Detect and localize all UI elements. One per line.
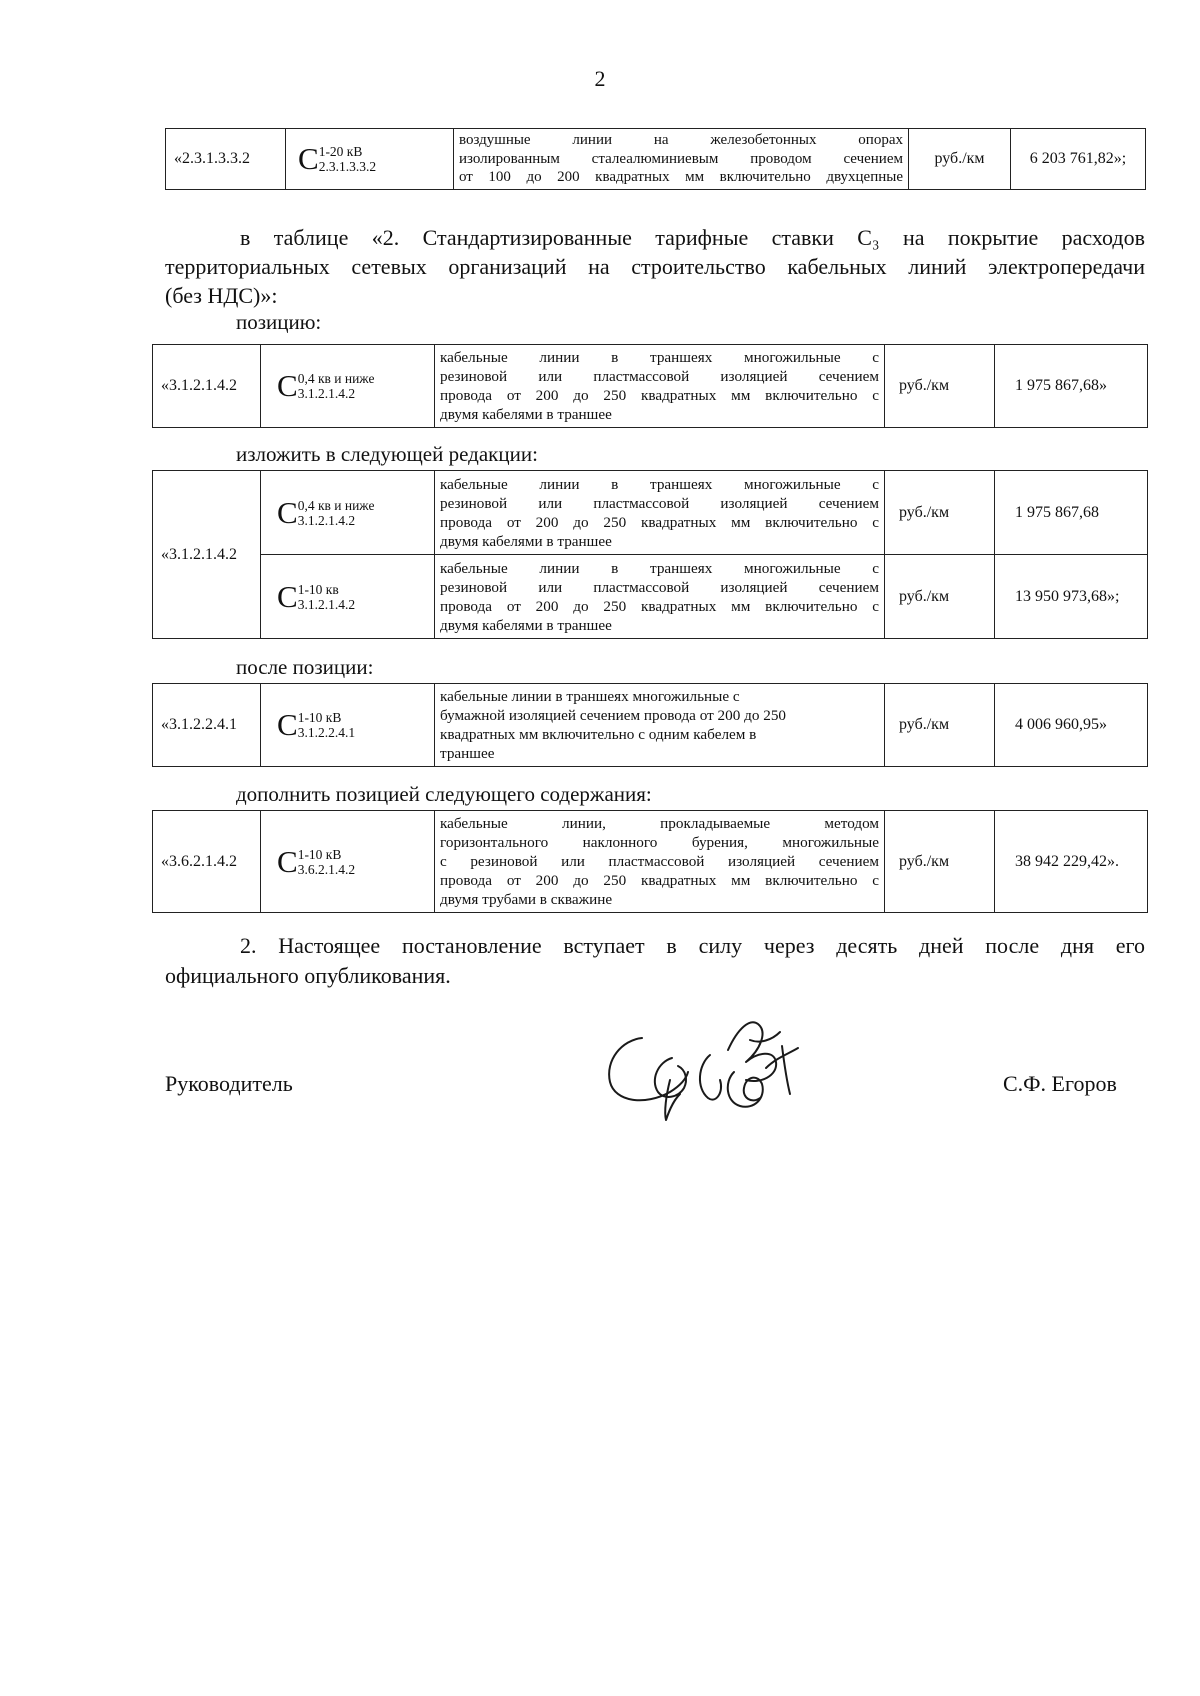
rate-symbol: C 1-20 кВ 2.3.1.3.3.2 [286, 129, 454, 190]
symbol-voltage: 0,4 кв и ниже [297, 371, 375, 386]
rate-value: 6 203 761,82»; [1011, 129, 1146, 190]
table-row [166, 129, 1146, 190]
intro-line-3: (без НДС)»: [165, 283, 278, 308]
intro-line-2: территориальных сетевых организаций на строительство кабельных линий электропередачи [165, 254, 1145, 279]
symbol-voltage: 1-10 кВ [297, 846, 342, 862]
rate-symbol: C 1-10 кв 3.1.2.1.4.2 [261, 555, 435, 639]
tariff-table-after [152, 683, 1148, 767]
rate-value: 1 975 867,68» [995, 345, 1148, 428]
line-description: кабельные линии в траншеях многожильные с резиновой или пластмассовой изоляцией сечением провода от 200 до 250 квадратных мм включительно с двумя кабелями в траншее [435, 555, 885, 639]
signatory-title: Руководитель [165, 1071, 293, 1096]
symbol-voltage: 1-10 кв [297, 581, 339, 597]
unit-cell: руб./км [885, 811, 995, 913]
unit-cell: руб./км [885, 471, 995, 555]
symbol-index: 3.6.2.1.4.2 [297, 861, 356, 877]
line-description: кабельные линии, прокладываемые методом горизонтального наклонного бурения, многожильные с резиновой или пластмассовой изоляцией сечением провода от 200 до 250 квадратных мм включительно с двумя трубами в скважине [435, 811, 885, 913]
intro-line-1: в таблице «2. Стандартизированные тарифные ставки С₃ на покрытие расходов [240, 225, 1145, 250]
table-row [153, 555, 1148, 639]
label-edition: изложить в следующей редакции: [236, 442, 538, 466]
position-code: «3.1.2.2.4.1 [153, 684, 261, 767]
symbol-index: 3.1.2.2.4.1 [297, 725, 356, 740]
signatory-name: С.Ф. Егоров [1003, 1071, 1117, 1096]
table-row [153, 811, 1148, 913]
rate-symbol: C 0,4 кв и ниже 3.1.2.1.4.2 [261, 345, 435, 428]
table-row [153, 684, 1148, 767]
unit-cell: руб./км [909, 129, 1011, 190]
handwritten-signature [600, 1010, 825, 1125]
unit-cell: руб./км [885, 684, 995, 767]
rate-value: 38 942 229,42». [995, 811, 1148, 913]
page-number: 2 [594, 66, 606, 91]
table-row [153, 345, 1148, 428]
symbol-voltage: 1-20 кВ [318, 144, 363, 159]
line-description: кабельные линии в траншеях многожильные с резиновой или пластмассовой изоляцией сечением провода от 200 до 250 квадратных мм включительно с двумя кабелями в траншее [435, 345, 885, 428]
unit-cell: руб./км [885, 345, 995, 428]
position-code: «3.1.2.1.4.2 [153, 471, 261, 639]
rate-value: 13 950 973,68»; [995, 555, 1148, 639]
tariff-table-top [165, 128, 1146, 190]
symbol-index: 2.3.1.3.3.2 [318, 159, 377, 174]
clause-2-line-2: официального опубликования. [165, 963, 451, 988]
tariff-table-add [152, 810, 1148, 913]
label-position: позицию: [236, 310, 322, 334]
symbol-voltage: 0,4 кв и ниже [297, 497, 375, 513]
line-description: кабельные линии в траншеях многожильные с бумажной изоляцией сечением провода от 200 до 250 квадратных мм включительно с одним кабелем в траншее [435, 684, 885, 767]
label-after: после позиции: [236, 655, 374, 679]
unit-cell: руб./км [885, 555, 995, 639]
tariff-table-edition [152, 470, 1148, 639]
rate-value: 1 975 867,68 [995, 471, 1148, 555]
position-code: «3.1.2.1.4.2 [153, 345, 261, 428]
rate-symbol: C 1-10 кВ 3.6.2.1.4.2 [261, 811, 435, 913]
clause-2-line-1: 2. Настоящее постановление вступает в силу через десять дней после дня его [240, 933, 1145, 958]
position-code: «3.6.2.1.4.2 [153, 811, 261, 913]
symbol-index: 3.1.2.1.4.2 [297, 596, 356, 612]
line-description: воздушные линии на железобетонных опорах изолированным сталеалюминиевым проводом сечением от 100 до 200 квадратных мм включительно двухцепные [454, 129, 909, 190]
rate-symbol: C 1-10 кВ 3.1.2.2.4.1 [261, 684, 435, 767]
line-description: кабельные линии в траншеях многожильные с резиновой или пластмассовой изоляцией сечением провода от 200 до 250 квадратных мм включительно с двумя кабелями в траншее [435, 471, 885, 555]
symbol-index: 3.1.2.1.4.2 [297, 512, 356, 528]
rate-symbol: C 0,4 кв и ниже 3.1.2.1.4.2 [261, 471, 435, 555]
rate-value: 4 006 960,95» [995, 684, 1148, 767]
symbol-voltage: 1-10 кВ [297, 710, 342, 725]
label-add: дополнить позицией следующего содержания: [236, 782, 652, 806]
table-row [153, 471, 1148, 555]
tariff-table-position [152, 344, 1148, 428]
position-code: «2.3.1.3.3.2 [166, 129, 286, 190]
symbol-index: 3.1.2.1.4.2 [297, 386, 356, 401]
